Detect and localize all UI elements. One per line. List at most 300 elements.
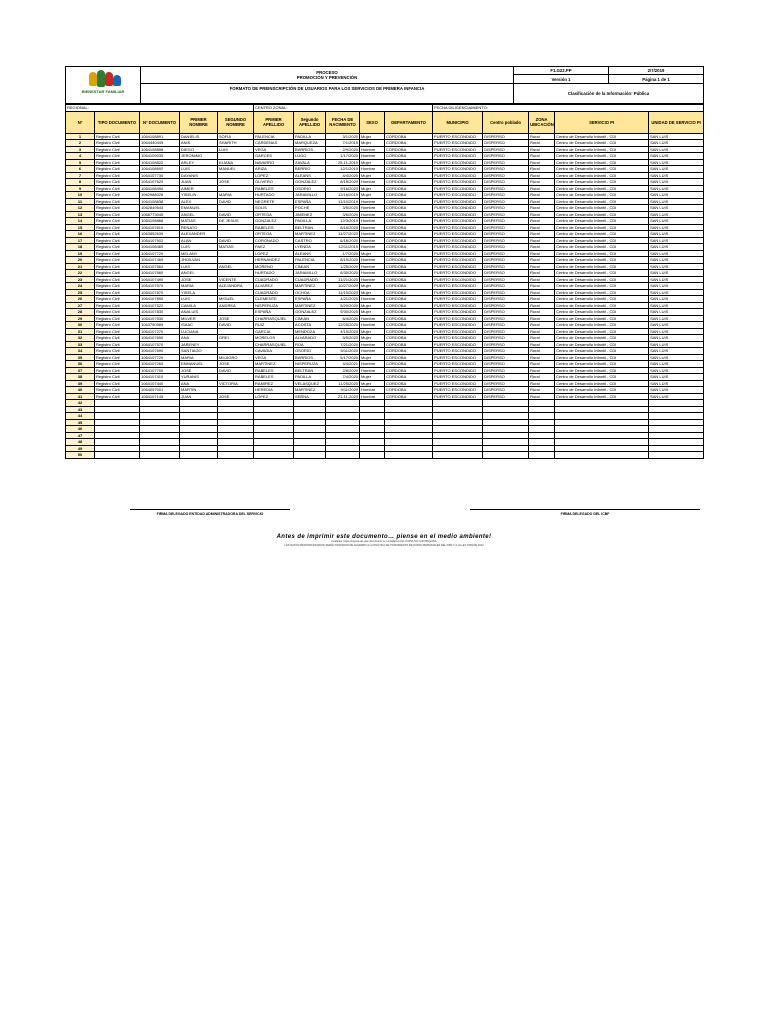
table-cell[interactable]: 1064107700	[140, 367, 180, 374]
table-cell[interactable]: DISPERSO	[483, 341, 529, 348]
table-cell[interactable]: CORDOBA	[385, 192, 433, 199]
table-cell[interactable]: 5	[66, 159, 95, 166]
table-cell[interactable]: Mujer	[360, 159, 385, 166]
table-cell[interactable]: CORDOBA	[385, 205, 433, 212]
table-cell[interactable]: CUADRADO	[294, 276, 326, 283]
table-cell[interactable]: Centro de Desarrollo Infantil - CDI	[555, 348, 649, 355]
table-cell[interactable]: Centro de Desarrollo Infantil - CDI	[555, 302, 649, 309]
table-cell[interactable]: Centro de Desarrollo Infantil - CDI	[555, 263, 649, 270]
table-cell[interactable]: NISPERUZA	[254, 302, 294, 309]
table-cell[interactable]: Rural	[529, 218, 555, 225]
table-cell[interactable]: Rural	[529, 341, 555, 348]
table-cell[interactable]: Hombre	[360, 198, 385, 205]
table-cell[interactable]: ACOSTA	[294, 322, 326, 329]
table-cell[interactable]: 6/4/2020	[326, 315, 360, 322]
table-cell[interactable]: DISPERSO	[483, 146, 529, 153]
table-cell[interactable]: 27	[66, 302, 95, 309]
table-cell[interactable]: Hombre	[360, 166, 385, 173]
table-cell[interactable]: Registro Civil	[95, 309, 140, 316]
table-cell[interactable]: SAN LUIS	[649, 237, 704, 244]
table-cell[interactable]: 9	[66, 185, 95, 192]
table-cell[interactable]: Centro de Desarrollo Infantil - CDI	[555, 185, 649, 192]
table-cell[interactable]: 1064107440	[140, 380, 180, 387]
table-cell[interactable]: SAN LUIS	[649, 361, 704, 368]
table-cell[interactable]: DIEGO	[180, 146, 218, 153]
table-cell[interactable]: Registro Civil	[95, 315, 140, 322]
table-cell[interactable]: DAVID	[218, 198, 254, 205]
table-cell[interactable]: Centro de Desarrollo Infantil - CDI	[555, 218, 649, 225]
table-cell[interactable]: CORDOBA	[385, 185, 433, 192]
table-cell[interactable]: 7/4/2020	[326, 374, 360, 381]
table-cell[interactable]	[483, 452, 529, 459]
table-cell[interactable]: YURANIS	[180, 374, 218, 381]
table-cell[interactable]: SAN LUIS	[649, 244, 704, 251]
table-cell[interactable]: CORDOBA	[385, 348, 433, 355]
table-cell[interactable]: DISPERSO	[483, 231, 529, 238]
table-cell[interactable]: Rural	[529, 354, 555, 361]
table-cell[interactable]: PUERTO ESCONDIDO	[433, 185, 483, 192]
table-cell[interactable]: POCHE	[294, 205, 326, 212]
table-cell[interactable]: 1064109035	[140, 153, 180, 160]
table-cell[interactable]: Registro Civil	[95, 283, 140, 290]
table-cell[interactable]: CORDOBA	[385, 198, 433, 205]
table-cell[interactable]: Centro de Desarrollo Infantil - CDI	[555, 309, 649, 316]
table-cell[interactable]: Rural	[529, 296, 555, 303]
table-cell[interactable]: CORDOBA	[385, 335, 433, 342]
table-cell[interactable]: 1064107620	[140, 179, 180, 186]
table-cell[interactable]: 1064107730	[140, 172, 180, 179]
table-cell[interactable]: 1064108822	[140, 159, 180, 166]
table-cell[interactable]: 34	[66, 348, 95, 355]
table-cell[interactable]: Centro de Desarrollo Infantil - CDI	[555, 380, 649, 387]
table-cell[interactable]: DANIELIS	[180, 133, 218, 140]
table-cell[interactable]: 49	[66, 445, 95, 452]
table-cell[interactable]: 11/25/2020	[326, 380, 360, 387]
table-cell[interactable]: Rural	[529, 205, 555, 212]
table-cell[interactable]: Centro de Desarrollo Infantil - CDI	[555, 224, 649, 231]
table-cell[interactable]: ALEANS	[294, 250, 326, 257]
table-cell[interactable]: 12/1/2019	[326, 166, 360, 173]
table-cell[interactable]: CASTRO	[294, 237, 326, 244]
table-cell[interactable]: DISPERSO	[483, 296, 529, 303]
table-cell[interactable]: ROA	[294, 341, 326, 348]
table-cell[interactable]: Rural	[529, 140, 555, 147]
table-cell[interactable]: 20	[66, 257, 95, 264]
table-cell[interactable]: 2/8/2020	[326, 367, 360, 374]
table-cell[interactable]: GONZALEZ	[294, 309, 326, 316]
table-cell[interactable]: Registro Civil	[95, 133, 140, 140]
table-cell[interactable]: DISPERSO	[483, 198, 529, 205]
table-cell[interactable]: 19	[66, 250, 95, 257]
table-cell[interactable]: Centro de Desarrollo Infantil - CDI	[555, 211, 649, 218]
table-cell[interactable]: Mujer	[360, 283, 385, 290]
table-cell[interactable]: CORDOBA	[385, 172, 433, 179]
table-cell[interactable]: SHARITH	[218, 140, 254, 147]
table-cell[interactable]: PUERTO ESCONDIDO	[433, 387, 483, 394]
table-cell[interactable]: 10/27/2020	[326, 283, 360, 290]
table-cell[interactable]: 6/16/2020	[326, 237, 360, 244]
table-cell[interactable]: JERONIMO	[180, 153, 218, 160]
table-cell[interactable]: Registro Civil	[95, 367, 140, 374]
table-cell[interactable]: Centro de Desarrollo Infantil - CDI	[555, 276, 649, 283]
table-cell[interactable]: Hombre	[360, 224, 385, 231]
table-cell[interactable]: Rural	[529, 309, 555, 316]
table-cell[interactable]: Hombre	[360, 367, 385, 374]
table-cell[interactable]: SAN LUIS	[649, 276, 704, 283]
table-cell[interactable]: Registro Civil	[95, 198, 140, 205]
table-cell[interactable]: 1064107610	[140, 224, 180, 231]
table-cell[interactable]: SAN LUIS	[649, 185, 704, 192]
table-cell[interactable]: Registro Civil	[95, 354, 140, 361]
table-cell[interactable]: CORDOBA	[385, 244, 433, 251]
table-cell[interactable]: BARRIOS	[294, 354, 326, 361]
table-cell[interactable]: Rural	[529, 192, 555, 199]
table-cell[interactable]: JOSE	[218, 179, 254, 186]
table-cell[interactable]: 1064107145	[140, 393, 180, 400]
table-cell[interactable]: PUERTO ESCONDIDO	[433, 302, 483, 309]
table-cell[interactable]: CAVADIA	[254, 348, 294, 355]
table-cell[interactable]: DISPERSO	[483, 153, 529, 160]
table-cell[interactable]: 8/16/2020	[326, 224, 360, 231]
table-cell[interactable]: CORDOBA	[385, 146, 433, 153]
table-cell[interactable]: 1064107720	[140, 354, 180, 361]
table-cell[interactable]: CORDOBA	[385, 153, 433, 160]
table-cell[interactable]: 1062988026	[140, 192, 180, 199]
table-cell[interactable]: RENATO	[180, 224, 218, 231]
table-cell[interactable]: PUERTO ESCONDIDO	[433, 328, 483, 335]
table-cell[interactable]: DISPERSO	[483, 328, 529, 335]
table-cell[interactable]: MARTINEZ	[294, 387, 326, 394]
table-cell[interactable]: 14	[66, 218, 95, 225]
table-cell[interactable]: Rural	[529, 198, 555, 205]
table-cell[interactable]: 8/15/2020	[326, 179, 360, 186]
table-cell[interactable]: Rural	[529, 231, 555, 238]
regional-field[interactable]: REGIONAL:	[66, 105, 254, 112]
table-cell[interactable]: DISPERSO	[483, 315, 529, 322]
table-cell[interactable]: 17	[66, 237, 95, 244]
table-cell[interactable]: BERRIO	[294, 166, 326, 173]
table-cell[interactable]: Rural	[529, 270, 555, 277]
table-cell[interactable]: 1064107870	[140, 289, 180, 296]
table-cell[interactable]: Registro Civil	[95, 361, 140, 368]
table-cell[interactable]: Rural	[529, 159, 555, 166]
table-cell[interactable]: Rural	[529, 211, 555, 218]
table-cell[interactable]: PUERTO ESCONDIDO	[433, 348, 483, 355]
table-cell[interactable]: PUERTO ESCONDIDO	[433, 283, 483, 290]
table-cell[interactable]: 31	[66, 328, 95, 335]
table-cell[interactable]: SAN LUIS	[649, 380, 704, 387]
table-cell[interactable]: SAN LUIS	[649, 296, 704, 303]
table-cell[interactable]: SAN LUIS	[649, 328, 704, 335]
table-cell[interactable]: 33	[66, 341, 95, 348]
table-cell[interactable]: DE JESUS	[218, 218, 254, 225]
table-cell[interactable]: Hombre	[360, 270, 385, 277]
table-cell[interactable]: Hombre	[360, 348, 385, 355]
table-cell[interactable]: 35	[66, 354, 95, 361]
table-cell[interactable]: DISPERSO	[483, 185, 529, 192]
table-cell[interactable]: Registro Civil	[95, 335, 140, 342]
table-cell[interactable]: LUGO	[294, 153, 326, 160]
table-cell[interactable]: PALENCIA	[254, 133, 294, 140]
table-cell[interactable]: CORDOBA	[385, 166, 433, 173]
table-cell[interactable]: PADILLA	[294, 218, 326, 225]
table-cell[interactable]: PUERTO ESCONDIDO	[433, 354, 483, 361]
table-cell[interactable]: Registro Civil	[95, 348, 140, 355]
table-cell[interactable]: PUERTO ESCONDIDO	[433, 192, 483, 199]
table-cell[interactable]: 26	[66, 296, 95, 303]
table-cell[interactable]: Rural	[529, 315, 555, 322]
table-cell[interactable]: PUERTO ESCONDIDO	[433, 393, 483, 400]
table-cell[interactable]: 1064107902	[140, 237, 180, 244]
table-cell[interactable]: SAN LUIS	[649, 374, 704, 381]
table-cell[interactable]: LUIS	[180, 244, 218, 251]
table-cell[interactable]: Centro de Desarrollo Infantil - CDI	[555, 367, 649, 374]
table-cell[interactable]: CORDOBA	[385, 237, 433, 244]
table-cell[interactable]: Rural	[529, 380, 555, 387]
table-cell[interactable]: 12/25/2020	[326, 322, 360, 329]
table-cell[interactable]: Registro Civil	[95, 140, 140, 147]
table-cell[interactable]: Centro de Desarrollo Infantil - CDI	[555, 244, 649, 251]
table-cell[interactable]: Hombre	[360, 218, 385, 225]
table-cell[interactable]: DISPERSO	[483, 374, 529, 381]
table-cell[interactable]: 1064108692	[140, 166, 180, 173]
table-cell[interactable]: RABELES	[254, 374, 294, 381]
table-cell[interactable]: JARAMILLO	[294, 192, 326, 199]
table-cell[interactable]: Centro de Desarrollo Infantil - CDI	[555, 257, 649, 264]
table-cell[interactable]: DISPERSO	[483, 283, 529, 290]
table-cell[interactable]: PUERTO ESCONDIDO	[433, 218, 483, 225]
table-cell[interactable]: SAN LUIS	[649, 146, 704, 153]
table-cell[interactable]: SAN LUIS	[649, 159, 704, 166]
table-cell[interactable]: LUCIANA	[180, 328, 218, 335]
table-cell[interactable]: 1064107469	[140, 257, 180, 264]
table-cell[interactable]: RAMIREZ	[254, 380, 294, 387]
table-cell[interactable]: JARAMILLO	[294, 270, 326, 277]
table-cell[interactable]: CAMILA	[180, 302, 218, 309]
table-cell[interactable]: CORDOBA	[385, 322, 433, 329]
table-cell[interactable]: 4/15/2020	[326, 328, 360, 335]
table-cell[interactable]: Mujer	[360, 185, 385, 192]
table-cell[interactable]: Rural	[529, 244, 555, 251]
table-cell[interactable]: Centro de Desarrollo Infantil - CDI	[555, 237, 649, 244]
table-cell[interactable]: DISPERSO	[483, 335, 529, 342]
table-cell[interactable]: DISPERSO	[483, 205, 529, 212]
table-cell[interactable]: SAN LUIS	[649, 205, 704, 212]
table-cell[interactable]: PUERTO ESCONDIDO	[433, 244, 483, 251]
table-cell[interactable]: 2	[66, 140, 95, 147]
table-cell[interactable]: Mujer	[360, 328, 385, 335]
table-cell[interactable]: GONZALEZ	[254, 218, 294, 225]
table-cell[interactable]: 8/30/2020	[326, 270, 360, 277]
table-cell[interactable]: Centro de Desarrollo Infantil - CDI	[555, 172, 649, 179]
table-cell[interactable]: 4/21/2020	[326, 296, 360, 303]
table-cell[interactable]: ALEXANDER	[180, 231, 218, 238]
table-cell[interactable]	[555, 452, 649, 459]
table-cell[interactable]: Hombre	[360, 257, 385, 264]
table-cell[interactable]: 1064107410	[140, 374, 180, 381]
table-cell[interactable]: LUIS	[180, 166, 218, 173]
table-cell[interactable]: Mujer	[360, 335, 385, 342]
table-cell[interactable]: SAN LUIS	[649, 348, 704, 355]
table-cell[interactable]: 47	[66, 432, 95, 439]
table-cell[interactable]: RABELES	[254, 224, 294, 231]
table-cell[interactable]: 41	[66, 393, 95, 400]
table-cell[interactable]: CORDOBA	[385, 263, 433, 270]
table-cell[interactable]: 46	[66, 426, 95, 433]
table-cell[interactable]: Hombre	[360, 211, 385, 218]
table-cell[interactable]: 12/3/2019	[326, 218, 360, 225]
table-cell[interactable]: PAEZ	[254, 244, 294, 251]
table-cell[interactable]: MORELOS	[254, 335, 294, 342]
table-cell[interactable]: SAN LUIS	[649, 224, 704, 231]
table-cell[interactable]: HURTADO	[254, 270, 294, 277]
table-cell[interactable]: Registro Civil	[95, 159, 140, 166]
table-cell[interactable]: 11/10/2019	[326, 198, 360, 205]
table-cell[interactable]: 9/11/2020	[326, 387, 360, 394]
table-cell[interactable]: 1064107260	[140, 361, 180, 368]
table-cell[interactable]: DISPERSO	[483, 276, 529, 283]
table-cell[interactable]: 16	[66, 231, 95, 238]
table-cell[interactable]: 42	[66, 400, 95, 407]
table-cell[interactable]: PUERTO ESCONDIDO	[433, 146, 483, 153]
table-cell[interactable]: CORDOBA	[385, 374, 433, 381]
table-cell[interactable]: MARTINEZ	[294, 231, 326, 238]
table-cell[interactable]: SAN LUIS	[649, 192, 704, 199]
table-cell[interactable]: VEGA	[254, 354, 294, 361]
table-cell[interactable]: DISPERSO	[483, 302, 529, 309]
table-cell[interactable]: 1/25/2020	[326, 263, 360, 270]
table-cell[interactable]	[433, 452, 483, 459]
table-cell[interactable]: Mujer	[360, 133, 385, 140]
table-cell[interactable]: 25	[66, 289, 95, 296]
table-cell[interactable]	[649, 452, 704, 459]
table-cell[interactable]: MILAGRO	[218, 354, 254, 361]
table-cell[interactable]: ALEJANDRA	[218, 283, 254, 290]
table-cell[interactable]: MARQUEZA	[294, 140, 326, 147]
table-cell[interactable]: ORTEGA	[254, 231, 294, 238]
table-cell[interactable]: PUERTO ESCONDIDO	[433, 159, 483, 166]
table-cell[interactable]: DISPERSO	[483, 361, 529, 368]
table-cell[interactable]: Rural	[529, 367, 555, 374]
table-cell[interactable]: 13	[66, 211, 95, 218]
table-cell[interactable]: OLIVERO	[254, 179, 294, 186]
table-cell[interactable]: MARIA	[180, 283, 218, 290]
table-cell[interactable]: 1064107522	[140, 302, 180, 309]
table-cell[interactable]: Registro Civil	[95, 205, 140, 212]
table-cell[interactable]: CUADRADO	[254, 289, 294, 296]
table-cell[interactable]: SAN LUIS	[649, 335, 704, 342]
table-cell[interactable]: Rural	[529, 263, 555, 270]
table-cell[interactable]: PALENCIA	[294, 257, 326, 264]
table-cell[interactable]: SOFIA	[218, 133, 254, 140]
table-cell[interactable]: Centro de Desarrollo Infantil - CDI	[555, 315, 649, 322]
table-cell[interactable]: 4/4/2021	[326, 361, 360, 368]
table-cell[interactable]: Centro de Desarrollo Infantil - CDI	[555, 231, 649, 238]
table-cell[interactable]: SAN LUIS	[649, 179, 704, 186]
table-cell[interactable]: 1064107490	[140, 276, 180, 283]
table-cell[interactable]: SOLIS	[254, 205, 294, 212]
table-cell[interactable]: Hombre	[360, 387, 385, 394]
table-cell[interactable]: PUERTO ESCONDIDO	[433, 374, 483, 381]
centro-zonal-field[interactable]: CENTRO ZONAL:	[254, 105, 433, 112]
table-cell[interactable]: ANDREA	[218, 302, 254, 309]
table-cell[interactable]: 45	[66, 419, 95, 426]
table-cell[interactable]: 25-11-2019	[326, 159, 360, 166]
table-cell[interactable]: Centro de Desarrollo Infantil - CDI	[555, 179, 649, 186]
table-cell[interactable]: Mujer	[360, 374, 385, 381]
table-cell[interactable]: MATIAS	[180, 218, 218, 225]
table-cell[interactable]: PUERTO ESCONDIDO	[433, 296, 483, 303]
table-cell[interactable]: Rural	[529, 224, 555, 231]
table-cell[interactable]: SAN LUIS	[649, 367, 704, 374]
table-cell[interactable]: Rural	[529, 348, 555, 355]
table-cell[interactable]: EMANUEL	[180, 205, 218, 212]
table-cell[interactable]: 5/5/2020	[326, 335, 360, 342]
table-cell[interactable]: RUIZ	[254, 322, 294, 329]
table-cell[interactable]: CIMIAN	[294, 263, 326, 270]
table-cell[interactable]: CHARRASQUIEL	[254, 341, 294, 348]
table-cell[interactable]: ALVAREZ	[254, 283, 294, 290]
table-cell[interactable]: MARTIN	[180, 387, 218, 394]
table-cell[interactable]: DISPERSO	[483, 380, 529, 387]
table-cell[interactable]: Mujer	[360, 302, 385, 309]
table-cell[interactable]: PUERTO ESCONDIDO	[433, 341, 483, 348]
table-cell[interactable]: ANA	[180, 380, 218, 387]
table-cell[interactable]: Centro de Desarrollo Infantil - CDI	[555, 335, 649, 342]
table-cell[interactable]: 15	[66, 224, 95, 231]
table-cell[interactable]: 11	[66, 198, 95, 205]
table-cell[interactable]: JOSE	[180, 367, 218, 374]
table-cell[interactable]: ANIS	[180, 140, 218, 147]
table-cell[interactable]: MENDOZA	[294, 328, 326, 335]
table-cell[interactable]: Registro Civil	[95, 172, 140, 179]
table-cell[interactable]: 3/6/2020	[326, 211, 360, 218]
table-cell[interactable]: GARCIA	[254, 328, 294, 335]
table-cell[interactable]: Registro Civil	[95, 322, 140, 329]
table-cell[interactable]: LUIS	[180, 263, 218, 270]
table-cell[interactable]: Rural	[529, 302, 555, 309]
table-cell[interactable]: SAN LUIS	[649, 172, 704, 179]
table-cell[interactable]: DAVID	[218, 211, 254, 218]
table-cell[interactable]: 1063852639	[140, 231, 180, 238]
table-cell[interactable]: PUERTO ESCONDIDO	[433, 276, 483, 283]
table-cell[interactable]	[294, 452, 326, 459]
table-cell[interactable]: JIMENEZ	[294, 211, 326, 218]
table-cell[interactable]: 43	[66, 406, 95, 413]
table-cell[interactable]: 9/16/2020	[326, 185, 360, 192]
table-cell[interactable]: 1064107860	[140, 270, 180, 277]
table-cell[interactable]: PUERTO ESCONDIDO	[433, 179, 483, 186]
table-cell[interactable]: MARTINEZ	[294, 302, 326, 309]
table-cell[interactable]: CORDOBA	[385, 250, 433, 257]
table-cell[interactable]: ANGEL	[218, 263, 254, 270]
table-cell[interactable]: ORTEGA	[254, 211, 294, 218]
table-cell[interactable]: DISPERSO	[483, 218, 529, 225]
table-cell[interactable]: PUERTO ESCONDIDO	[433, 231, 483, 238]
table-cell[interactable]: NISPERUZA	[294, 361, 326, 368]
table-cell[interactable]: 1064097001	[140, 387, 180, 394]
table-cell[interactable]: Centro de Desarrollo Infantil - CDI	[555, 159, 649, 166]
table-cell[interactable]: ALEANS	[294, 172, 326, 179]
table-cell[interactable]	[254, 452, 294, 459]
table-cell[interactable]: 1068773045	[140, 211, 180, 218]
table-cell[interactable]: CORDOBA	[385, 387, 433, 394]
table-cell[interactable]: ALEX	[180, 198, 218, 205]
table-cell[interactable]: CORDOBA	[385, 289, 433, 296]
table-cell[interactable]: MARTINEZ	[294, 283, 326, 290]
table-cell[interactable]: HERNANDEZ	[254, 257, 294, 264]
table-cell[interactable]: Registro Civil	[95, 231, 140, 238]
